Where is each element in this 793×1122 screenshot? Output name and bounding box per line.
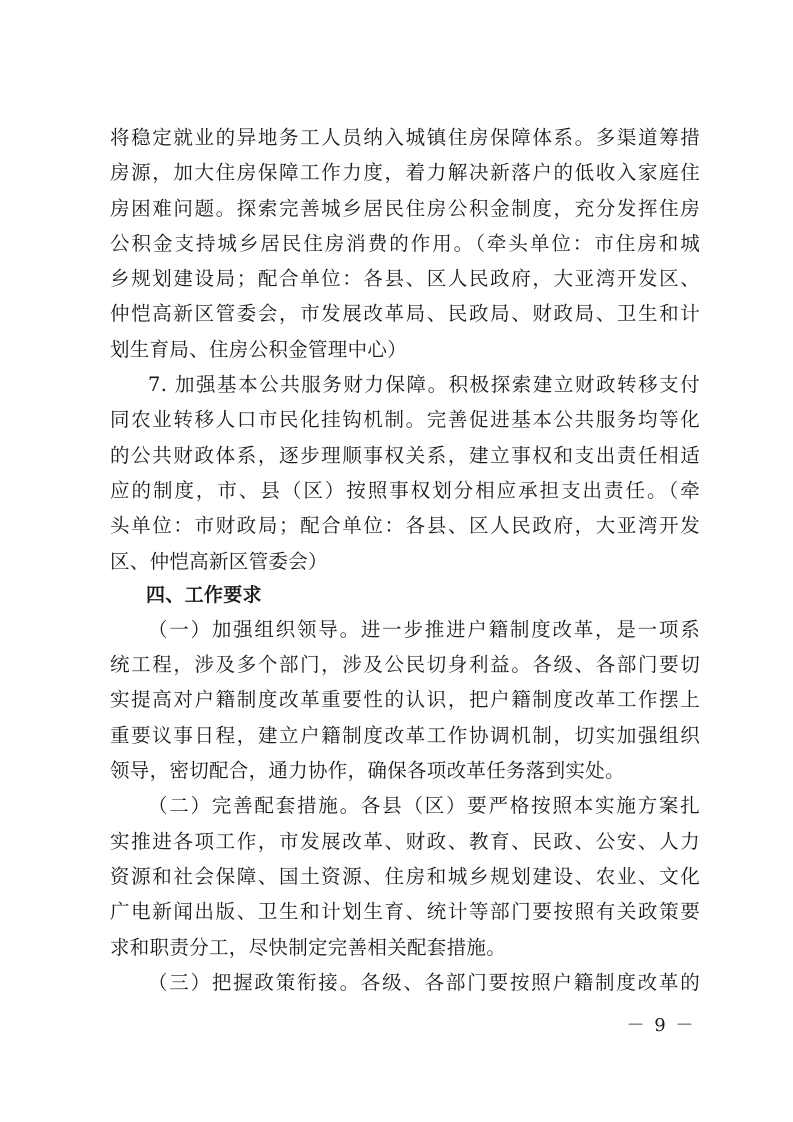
text-line: 同农业转移人口市民化挂钩机制。完善促进基本公共服务均等化 xyxy=(110,408,700,432)
text-line: 房困难问题。探索完善城乡居民住房公积金制度，充分发挥住房 xyxy=(110,196,700,220)
text-line: 广电新闻出版、卫生和计划生育、统计等部门要按照有关政策要 xyxy=(110,900,700,924)
section-heading: 四、工作要求 xyxy=(146,583,262,606)
text-line: 房源，加大住房保障工作力度，着力解决新落户的低收入家庭住 xyxy=(110,161,700,185)
text-line: 资源和社会保障、国土资源、住房和城乡规划建设、农业、文化 xyxy=(110,864,700,888)
text-line: 乡规划建设局；配合单位：各县、区人民政府，大亚湾开发区、 xyxy=(110,267,700,291)
text-line: 头单位：市财政局；配合单位：各县、区人民政府，大亚湾开发 xyxy=(110,514,700,538)
paragraph-start-line: 7. 加强基本公共服务财力保障。积极探索建立财政转移支付 xyxy=(148,373,700,397)
text-line: 划生育局、住房公积金管理中心） xyxy=(110,337,408,361)
text-line: 的公共财政体系，逐步理顺事权关系，建立事权和支出责任相适 xyxy=(110,443,700,467)
text-line: 公积金支持城乡居民住房消费的作用。（牵头单位：市住房和城 xyxy=(110,231,700,255)
document-body xyxy=(110,120,700,1000)
text-line: 统工程，涉及多个部门，涉及公民切身利益。各级、各部门要切 xyxy=(110,653,700,677)
paragraph-start-line: （一）加强组织领导。进一步推进户籍制度改革，是一项系 xyxy=(148,617,700,641)
page-number: － 9 － xyxy=(626,1015,696,1036)
paragraph-start-line: （三）把握政策衔接。各级、各部门要按照户籍制度改革的 xyxy=(148,970,700,994)
text-line: 领导，密切配合，通力协作，确保各项改革任务落到实处。 xyxy=(110,759,625,783)
text-line: 仲恺高新区管委会，市发展改革局、民政局、财政局、卫生和计 xyxy=(110,302,700,326)
paragraph-start-line: （二）完善配套措施。各县（区）要严格按照本实施方案扎 xyxy=(148,794,700,818)
text-line: 实提高对户籍制度改革重要性的认识，把户籍制度改革工作摆上 xyxy=(110,688,700,712)
text-line: 实推进各项工作，市发展改革、财政、教育、民政、公安、人力 xyxy=(110,829,700,853)
text-line: 区、仲恺高新区管委会） xyxy=(110,549,328,573)
text-line: 将稳定就业的异地务工人员纳入城镇住房保障体系。多渠道筹措 xyxy=(110,126,700,149)
text-line: 求和职责分工，尽快制定完善相关配套措施。 xyxy=(110,935,507,959)
text-line: 重要议事日程，建立户籍制度改革工作协调机制，切实加强组织 xyxy=(110,723,700,747)
text-line: 应的制度，市、县（区）按照事权划分相应承担支出责任。（牵 xyxy=(110,478,700,502)
